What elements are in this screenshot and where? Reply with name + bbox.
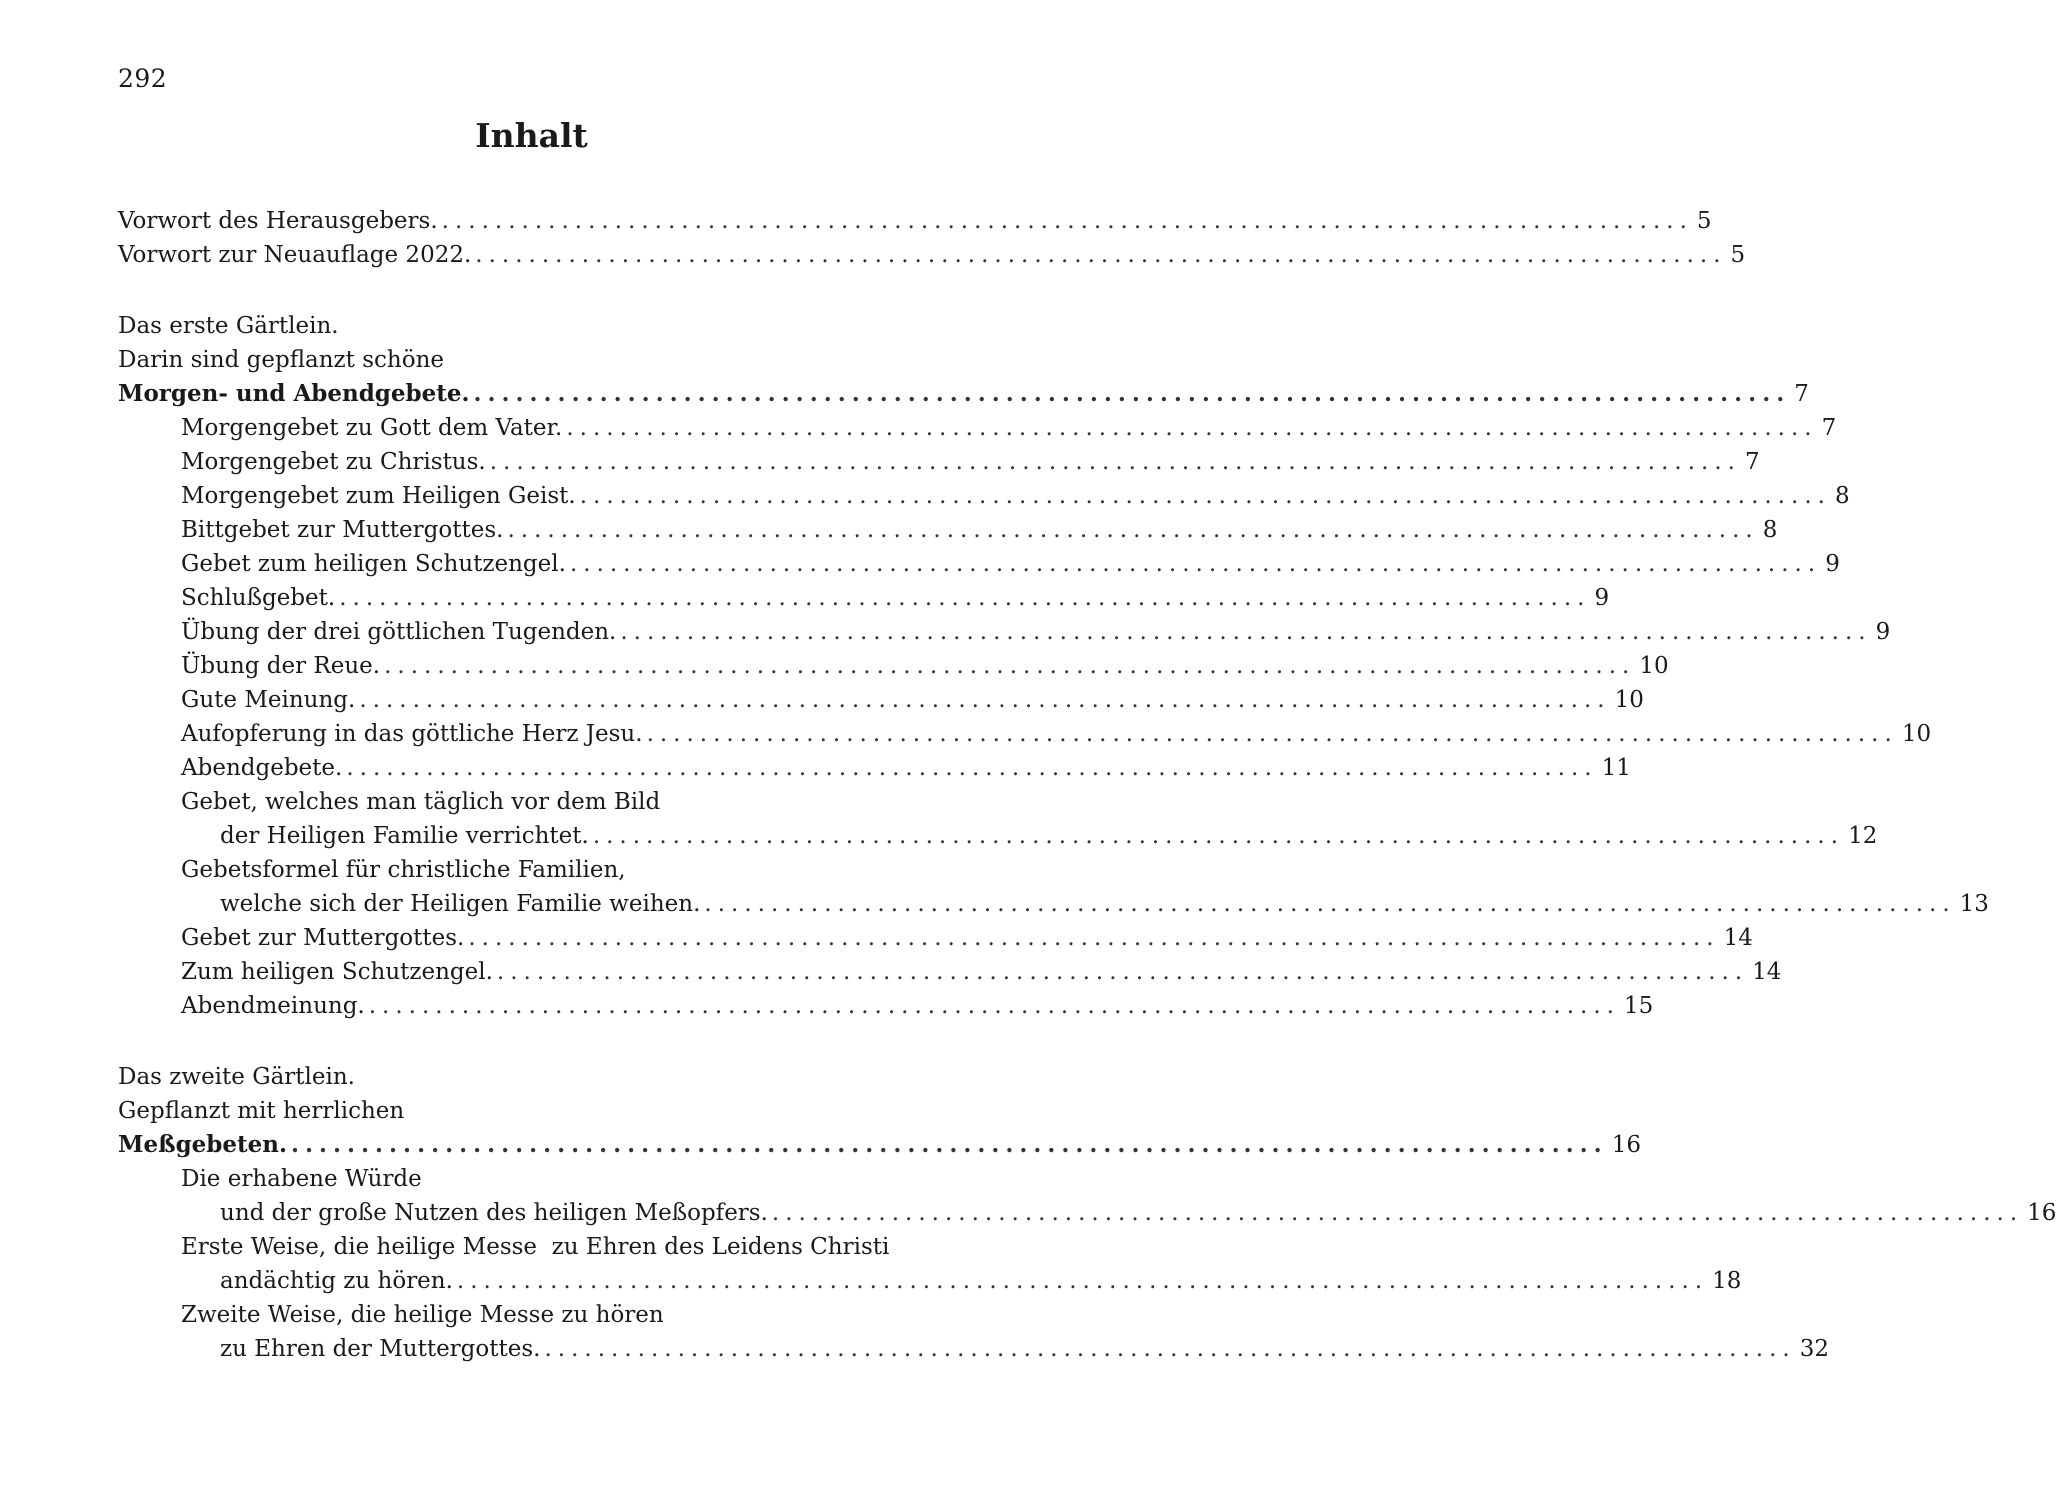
toc-entry-text: Vorwort zur Neuauflage 2022. [118,242,472,268]
toc-entry-page: 14 [1723,925,1753,951]
toc-entry-page: 7 [1821,415,1837,441]
section-heading-text: Meßgebeten. [118,1131,287,1158]
toc-entry [118,683,1644,717]
dot-leader: .............................................................................................. [489,449,1741,475]
toc-entry [118,513,1778,547]
toc-entry-page: 5 [1696,208,1712,234]
toc-entry-text: Gebet zum heiligen Schutzengel. [181,551,566,577]
toc-entry-text: Zweite Weise, die heilige Messe zu hören [181,1302,664,1328]
toc-entry-page: 14 [1752,959,1782,985]
toc-entry [118,921,1753,955]
section-subtitle-line [118,1094,945,1128]
toc-entry-page: 10 [1639,653,1669,679]
toc-entry [118,989,1654,1023]
toc-entry-text: zu Ehren der Muttergottes. [220,1336,541,1362]
table-of-contents [118,204,2056,1366]
dot-leader: .............................................................................................. [339,585,1591,611]
page-title: Inhalt [475,116,588,155]
toc-entry-page: 9 [1594,585,1610,611]
toc-entry [118,1196,2056,1230]
toc-entry-page: 7 [1745,449,1760,475]
dot-leader: .............................................................................................. [771,1200,2024,1226]
toc-entry-page: 8 [1762,517,1778,543]
toc-entry-text: Aufopferung in das göttliche Herz Jesu. [181,721,643,747]
toc-entry [118,751,1631,785]
toc-entry-page: 13 [1959,891,1989,917]
dot-leader: .............................................................................................. [569,551,1822,577]
dot-leader: .............................................................................................. [592,823,1845,849]
dot-leader: .............................................................................................. [473,380,1791,407]
dot-leader: .............................................................................................. [646,721,1898,747]
toc-entry-text: Abendmeinung. [181,993,365,1019]
toc-entry-page: 32 [1799,1336,1829,1362]
page-number: 292 [118,64,168,93]
toc-entry [118,819,1878,853]
dot-leader: .............................................................................................. [475,242,1727,268]
dot-leader: .............................................................................................. [359,687,1611,713]
toc-entry-text: Gebet, welches man täglich vor dem Bild [181,789,661,815]
toc-entry-text: andächtig zu hören. [220,1268,453,1294]
dot-leader: .............................................................................................. [566,415,1818,441]
dot-leader: .............................................................................................. [384,653,1636,679]
section-subtitle: Darin sind gepflanzt schöne [118,347,444,373]
toc-entry-text: der Heiligen Familie verrichtet. [220,823,589,849]
toc-entry [118,955,1782,989]
toc-entry [118,615,1891,649]
toc-entry-text: Morgengebet zu Christus. [181,449,486,475]
section-title-line [118,1060,945,1094]
toc-entry [118,717,1932,751]
toc-entry [118,887,1989,921]
toc-entry [118,649,1669,683]
toc-entry-text: Morgengebet zum Heiligen Geist. [181,483,576,509]
toc-entry-continued [118,1298,945,1332]
section-subtitle: Gepflanzt mit herrlichen [118,1098,405,1124]
toc-entry-text: Morgengebet zu Gott dem Vater. [181,415,563,441]
dot-leader: .............................................................................................. [346,755,1598,781]
toc-entry-page: 18 [1712,1268,1742,1294]
dot-leader: .............................................................................................. [468,925,1720,951]
toc-entry-text: Bittgebet zur Muttergottes. [181,517,504,543]
toc-entry [118,581,1610,615]
toc-entry-page: 15 [1623,993,1654,1019]
dot-leader: .............................................................................................. [544,1336,1796,1362]
section-title: Das zweite Gärtlein. [118,1064,355,1090]
toc-entry-vorwort-neuauflage [118,238,1746,272]
toc-entry-text: Zum heiligen Schutzengel. [181,959,493,985]
toc-entry-text: und der große Nutzen des heiligen Meßopfers. [220,1200,768,1226]
section-title: Das erste Gärtlein. [118,313,339,339]
toc-entry-text: Übung der Reue. [181,653,381,679]
toc-entry-continued [118,1162,945,1196]
toc-entry-text: Gebetsformel für christliche Familien, [181,857,626,883]
toc-entry-page: 5 [1730,242,1746,268]
toc-entry-page: 10 [1614,687,1644,713]
toc-entry-text: Vorwort des Herausgebers. [118,208,438,234]
toc-entry-text: welche sich der Heiligen Familie weihen. [220,891,701,917]
toc-entry-continued [118,785,945,819]
toc-entry-page: 9 [1825,551,1840,577]
section-heading-messgebete [118,1128,1641,1162]
toc-entry-text: Abendgebete. [181,755,343,781]
dot-leader: .............................................................................................. [441,208,1693,234]
toc-entry [118,547,1840,581]
dot-leader: .............................................................................................. [291,1131,1608,1158]
toc-entry [118,411,1837,445]
toc-entry-continued [118,853,945,887]
toc-entry-text: Erste Weise, die heilige Messe zu Ehren des Leidens Christi [181,1234,890,1260]
toc-entry [118,1264,1742,1298]
toc-entry-page: 16 [2027,1200,2056,1226]
toc-entry-page: 10 [1901,721,1932,747]
toc-entry-vorwort-herausgeber [118,204,1712,238]
toc-entry [118,1332,1829,1366]
section-heading-morgen-abendgebete [118,377,1809,411]
section-heading-page: 16 [1611,1132,1641,1158]
toc-entry-text: Schlußgebet. [181,585,336,611]
toc-entry-continued [118,1230,945,1264]
section-heading-page: 7 [1794,381,1809,407]
toc-entry-page: 8 [1834,483,1850,509]
toc-entry-page: 12 [1848,823,1878,849]
dot-leader: .............................................................................................. [507,517,1759,543]
section-title-line [118,309,945,343]
toc-entry-page: 9 [1875,619,1891,645]
dot-leader: .............................................................................................. [456,1268,1709,1294]
dot-leader: .............................................................................................. [496,959,1749,985]
toc-entry-text: Gebet zur Muttergottes. [181,925,465,951]
section-subtitle-line [118,343,945,377]
dot-leader: .............................................................................................. [579,483,1831,509]
toc-entry [118,445,1760,479]
toc-entry-text: Gute Meinung. [181,687,356,713]
toc-entry-text: Die erhabene Würde [181,1166,422,1192]
toc-entry-page: 11 [1601,755,1631,781]
dot-leader: .............................................................................................. [368,993,1620,1019]
dot-leader: .............................................................................................. [620,619,1872,645]
section-heading-text: Morgen- und Abendgebete. [118,380,470,407]
toc-entry [118,479,1850,513]
toc-entry-text: Übung der drei göttlichen Tugenden. [181,619,617,645]
dot-leader: .............................................................................................. [704,891,1956,917]
